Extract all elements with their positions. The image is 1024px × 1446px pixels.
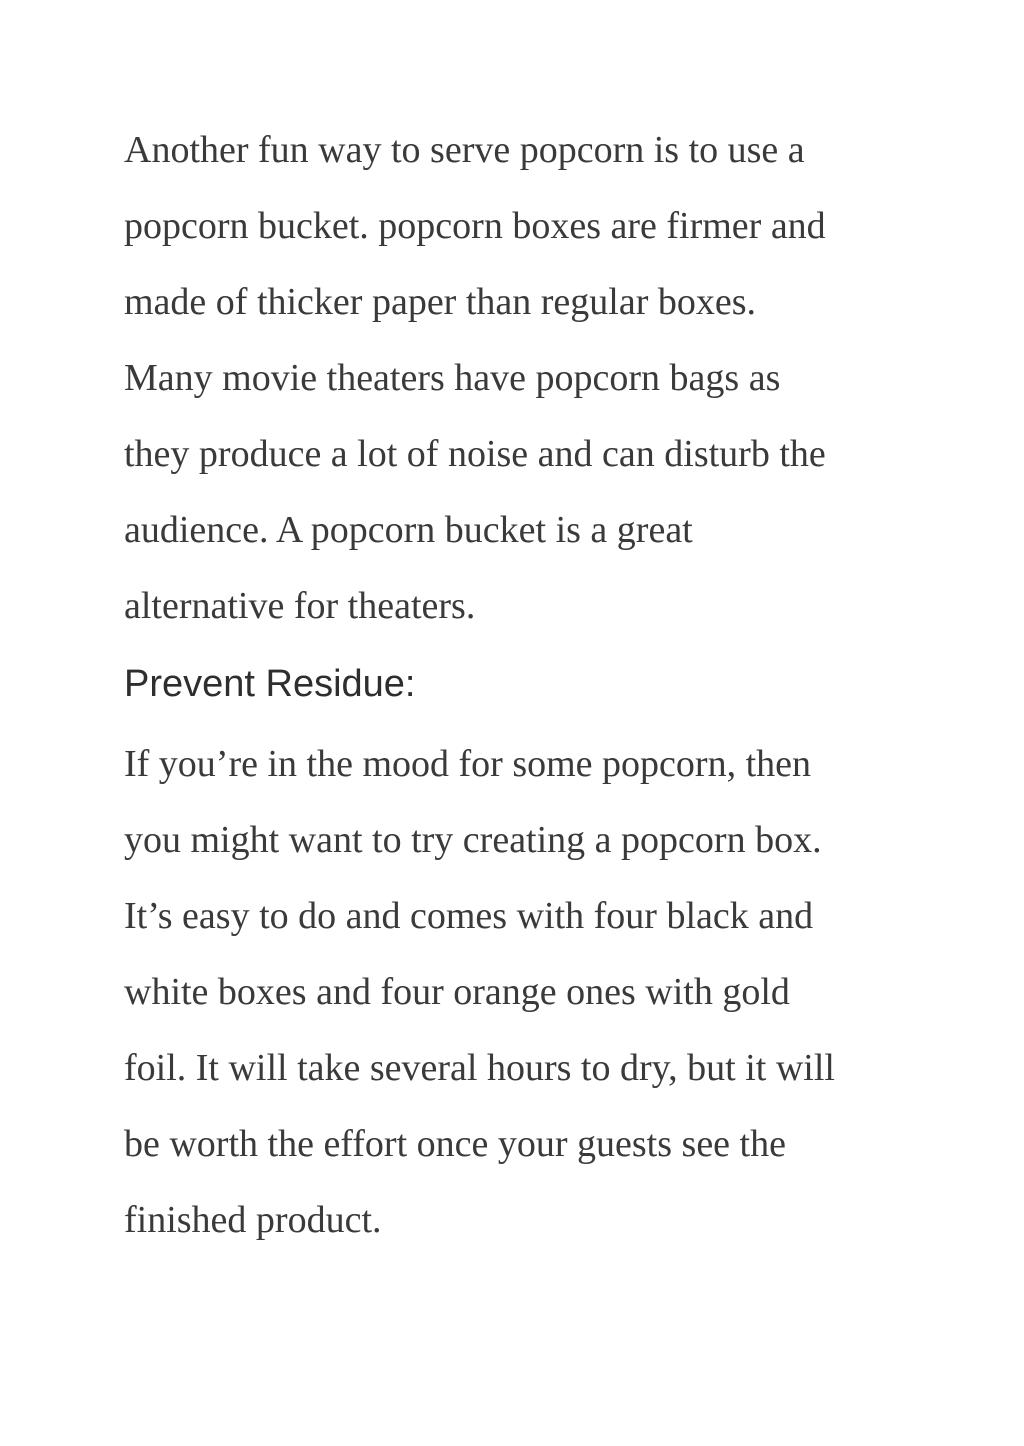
residue-paragraph	[124, 726, 914, 1258]
paragraph-line: you might want to try creating a popcorn box.	[124, 819, 822, 861]
paragraph-line: audience. A popcorn bucket is a great	[124, 509, 693, 551]
paragraph-line: Many movie theaters have popcorn bags as	[124, 357, 781, 399]
paragraph-line: alternative for theaters.	[124, 585, 476, 627]
paragraph-line: finished product.	[124, 1199, 382, 1241]
paragraph-line: If you’re in the mood for some popcorn, then	[124, 743, 811, 785]
paragraph-line: made of thicker paper than regular boxes.	[124, 281, 757, 323]
paragraph-line: popcorn bucket. popcorn boxes are firmer and	[124, 205, 826, 247]
document-content	[124, 112, 914, 1258]
paragraph-line: be worth the effort once your guests see the	[124, 1123, 786, 1165]
paragraph-line: foil. It will take several hours to dry, but it will	[124, 1047, 835, 1089]
section-heading: Prevent Residue:	[124, 663, 416, 705]
paragraph-line: Another fun way to serve popcorn is to use a	[124, 129, 805, 171]
paragraph-line: white boxes and four orange ones with gold	[124, 971, 790, 1013]
intro-paragraph	[124, 112, 914, 644]
paragraph-line: they produce a lot of noise and can disturb the	[124, 433, 826, 475]
paragraph-line: It’s easy to do and comes with four black and	[124, 895, 814, 937]
